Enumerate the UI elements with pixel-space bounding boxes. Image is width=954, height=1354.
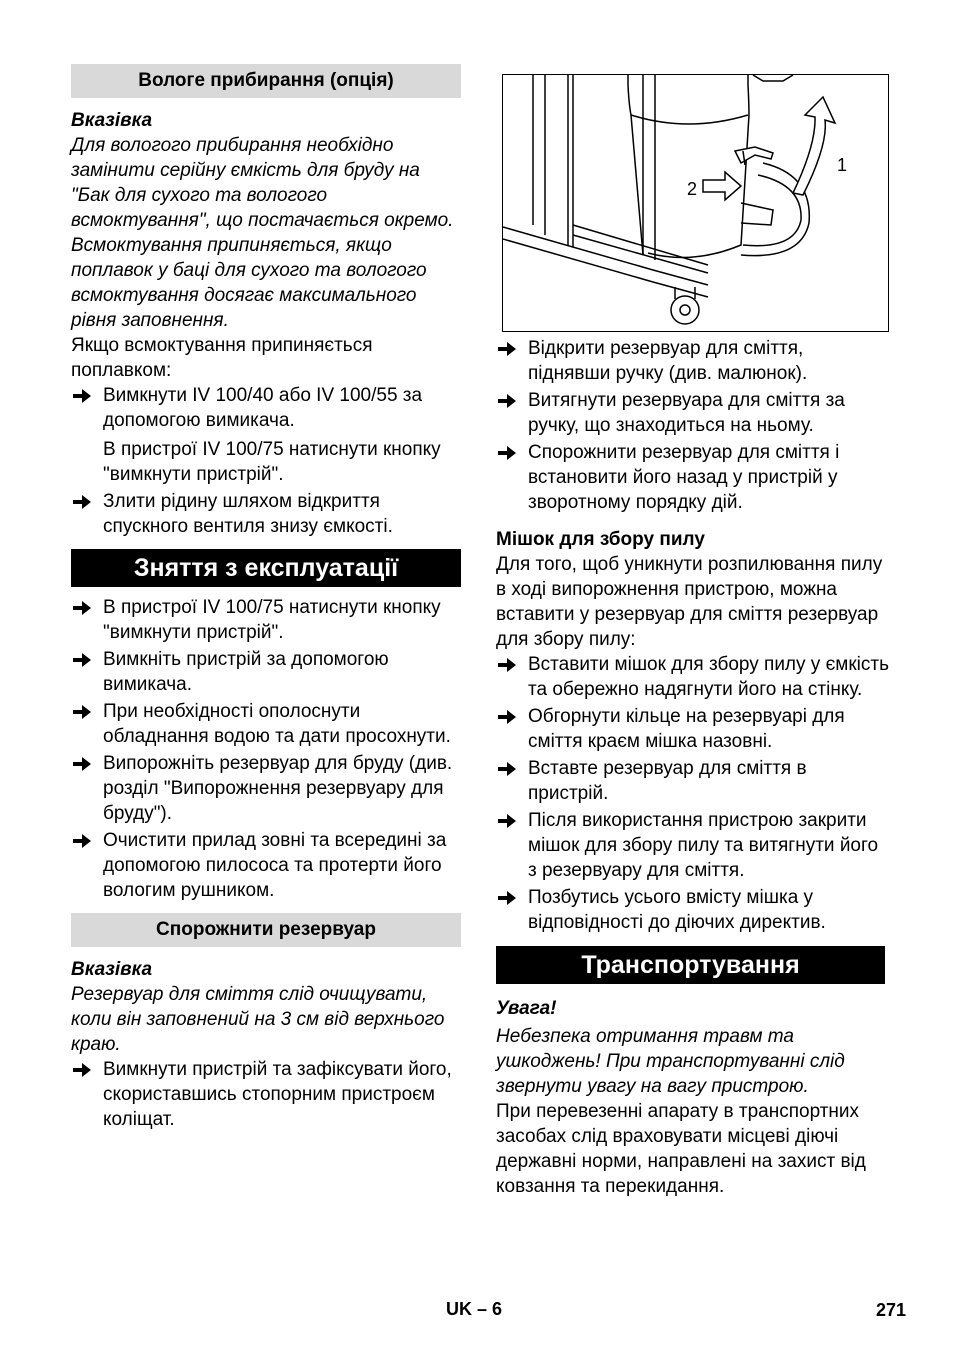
arrow-right-icon	[498, 652, 518, 677]
step-text: Вставити мішок для збору пилу у ємкість та обережно надягнути його на стінку.	[528, 654, 889, 700]
caution-title: Увага!	[496, 998, 557, 1019]
caution-text: Небезпека отримання травм та ушкоджень! При транспортуванні слід звернути увагу на вагу пристрою.	[496, 1026, 845, 1097]
step-text: Випорожніть резервуар для бруду (див. розділ "Випорожнення резервуару для бруду").	[103, 753, 453, 824]
arrow-right-icon	[73, 647, 93, 672]
page-number: 271	[876, 1300, 907, 1320]
step-item	[71, 751, 461, 826]
left-column	[71, 64, 461, 1134]
step-item	[71, 699, 461, 749]
step-list	[496, 336, 890, 515]
paragraph: Для того, щоб уникнути розпилювання пилу в ході випорожнення пристрою, можна вставити у резервуар для сміття резервуар для збору пилу:	[496, 554, 883, 650]
note-text: Резервуар для сміття слід очищувати, коли він заповнений на 3 см від верхнього краю.	[71, 984, 445, 1055]
step-text: При необхідності ополоснути обладнання водою та дати просохнути.	[103, 701, 451, 747]
step-continuation: В пристрої IV 100/75 натиснути кнопку "вимкнути пристрій".	[103, 439, 441, 485]
arrow-right-icon	[73, 751, 93, 776]
step-text: Обгорнути кільце на резервуарі для сміття краєм мішка назовні.	[528, 706, 845, 752]
arrow-right-icon	[73, 595, 93, 620]
note-text: Для вологого прибирання необхідно замінити серійну ємкість для бруду на "Бак для сухого та вологого всмоктування", що постачається окремо.	[71, 135, 454, 231]
step-item	[71, 489, 461, 539]
step-list	[71, 383, 461, 433]
step-item	[71, 595, 461, 645]
step-item	[496, 388, 890, 438]
figure-label-1: 1	[837, 155, 848, 175]
step-item	[496, 652, 890, 702]
step-list	[71, 595, 461, 903]
step-text: Вимкнути пристрій та зафіксувати його, скориставшись стопорним пристроєм коліщат.	[103, 1059, 452, 1130]
step-item	[496, 336, 890, 386]
note-text: Всмоктування припиняється, якщо поплавок у баці для сухого та вологого всмоктування досягає максимального рівня заповнення.	[71, 235, 427, 331]
step-text: Витягнути резервуара для сміття за ручку, що знаходиться на ньому.	[528, 390, 845, 436]
paragraph: При перевезенні апарату в транспортних засобах слід враховувати місцеві діючі державні норми, направлені на захист від ковзання та перекидання.	[496, 1101, 866, 1197]
step-list	[71, 489, 461, 539]
step-item	[496, 885, 890, 935]
figure-label-2: 2	[687, 179, 698, 199]
arrow-right-icon	[73, 699, 93, 724]
paragraph: Якщо всмоктування припиняється поплавком:	[71, 335, 373, 381]
arrow-right-icon	[73, 383, 93, 408]
step-item	[71, 828, 461, 903]
footer-section-label: UK – 6	[446, 1299, 503, 1319]
arrow-right-icon	[73, 489, 93, 514]
step-list	[496, 652, 890, 935]
empty-container-heading: Спорожнити резервуар	[71, 913, 461, 947]
step-item	[71, 1057, 461, 1132]
container-removal-figure	[502, 74, 889, 332]
step-text: Очистити прилад зовні та всередині за допомогою пилососа та протерти його вологим рушником.	[103, 830, 447, 901]
arrow-right-icon	[498, 336, 518, 361]
arrow-right-icon	[498, 885, 518, 910]
note-title: Вказівка	[71, 959, 153, 980]
step-text: Після використання пристрою закрити мішок для збору пилу та витягнути його з резервуару для сміття.	[528, 810, 879, 881]
arrow-right-icon	[498, 704, 518, 729]
arrow-right-icon	[498, 388, 518, 413]
arrow-right-icon	[498, 808, 518, 833]
step-item	[496, 440, 890, 515]
vacuum-illustration	[503, 75, 889, 332]
dust-bag-heading: Мішок для збору пилу	[496, 529, 705, 550]
wet-cleaning-heading: Вологе прибирання (опція)	[71, 64, 461, 98]
step-item	[496, 756, 890, 806]
step-text: Вимкніть пристрій за допомогою вимикача.	[103, 649, 389, 695]
transport-heading: Транспортування	[496, 946, 885, 984]
step-text: Відкрити резервуар для сміття, піднявши ручку (див. малюнок).	[528, 338, 808, 384]
step-item	[71, 647, 461, 697]
right-column	[496, 74, 890, 1199]
arrow-right-icon	[73, 1057, 93, 1082]
arrow-right-icon	[498, 756, 518, 781]
arrow-right-icon	[498, 440, 518, 465]
step-item	[496, 808, 890, 883]
step-item	[496, 704, 890, 754]
step-text: Вимкнути IV 100/40 або IV 100/55 за допомогою вимикача.	[103, 385, 423, 431]
step-item	[71, 383, 461, 433]
note-title: Вказівка	[71, 110, 153, 131]
decommissioning-heading: Зняття з експлуатації	[71, 549, 461, 587]
step-text: Злити рідину шляхом відкриття спускного вентиля знизу ємкості.	[103, 491, 393, 537]
step-list	[71, 1057, 461, 1132]
step-text: Спорожнити резервуар для сміття і встановити його назад у пристрій у зворотному порядку дій.	[528, 442, 840, 513]
step-text: Позбутись усього вмісту мішка у відповідності до діючих директив.	[528, 887, 826, 933]
step-text: Вставте резервуар для сміття в пристрій.	[528, 758, 807, 804]
step-text: В пристрої IV 100/75 натиснути кнопку "вимкнути пристрій".	[103, 597, 441, 643]
arrow-right-icon	[73, 828, 93, 853]
